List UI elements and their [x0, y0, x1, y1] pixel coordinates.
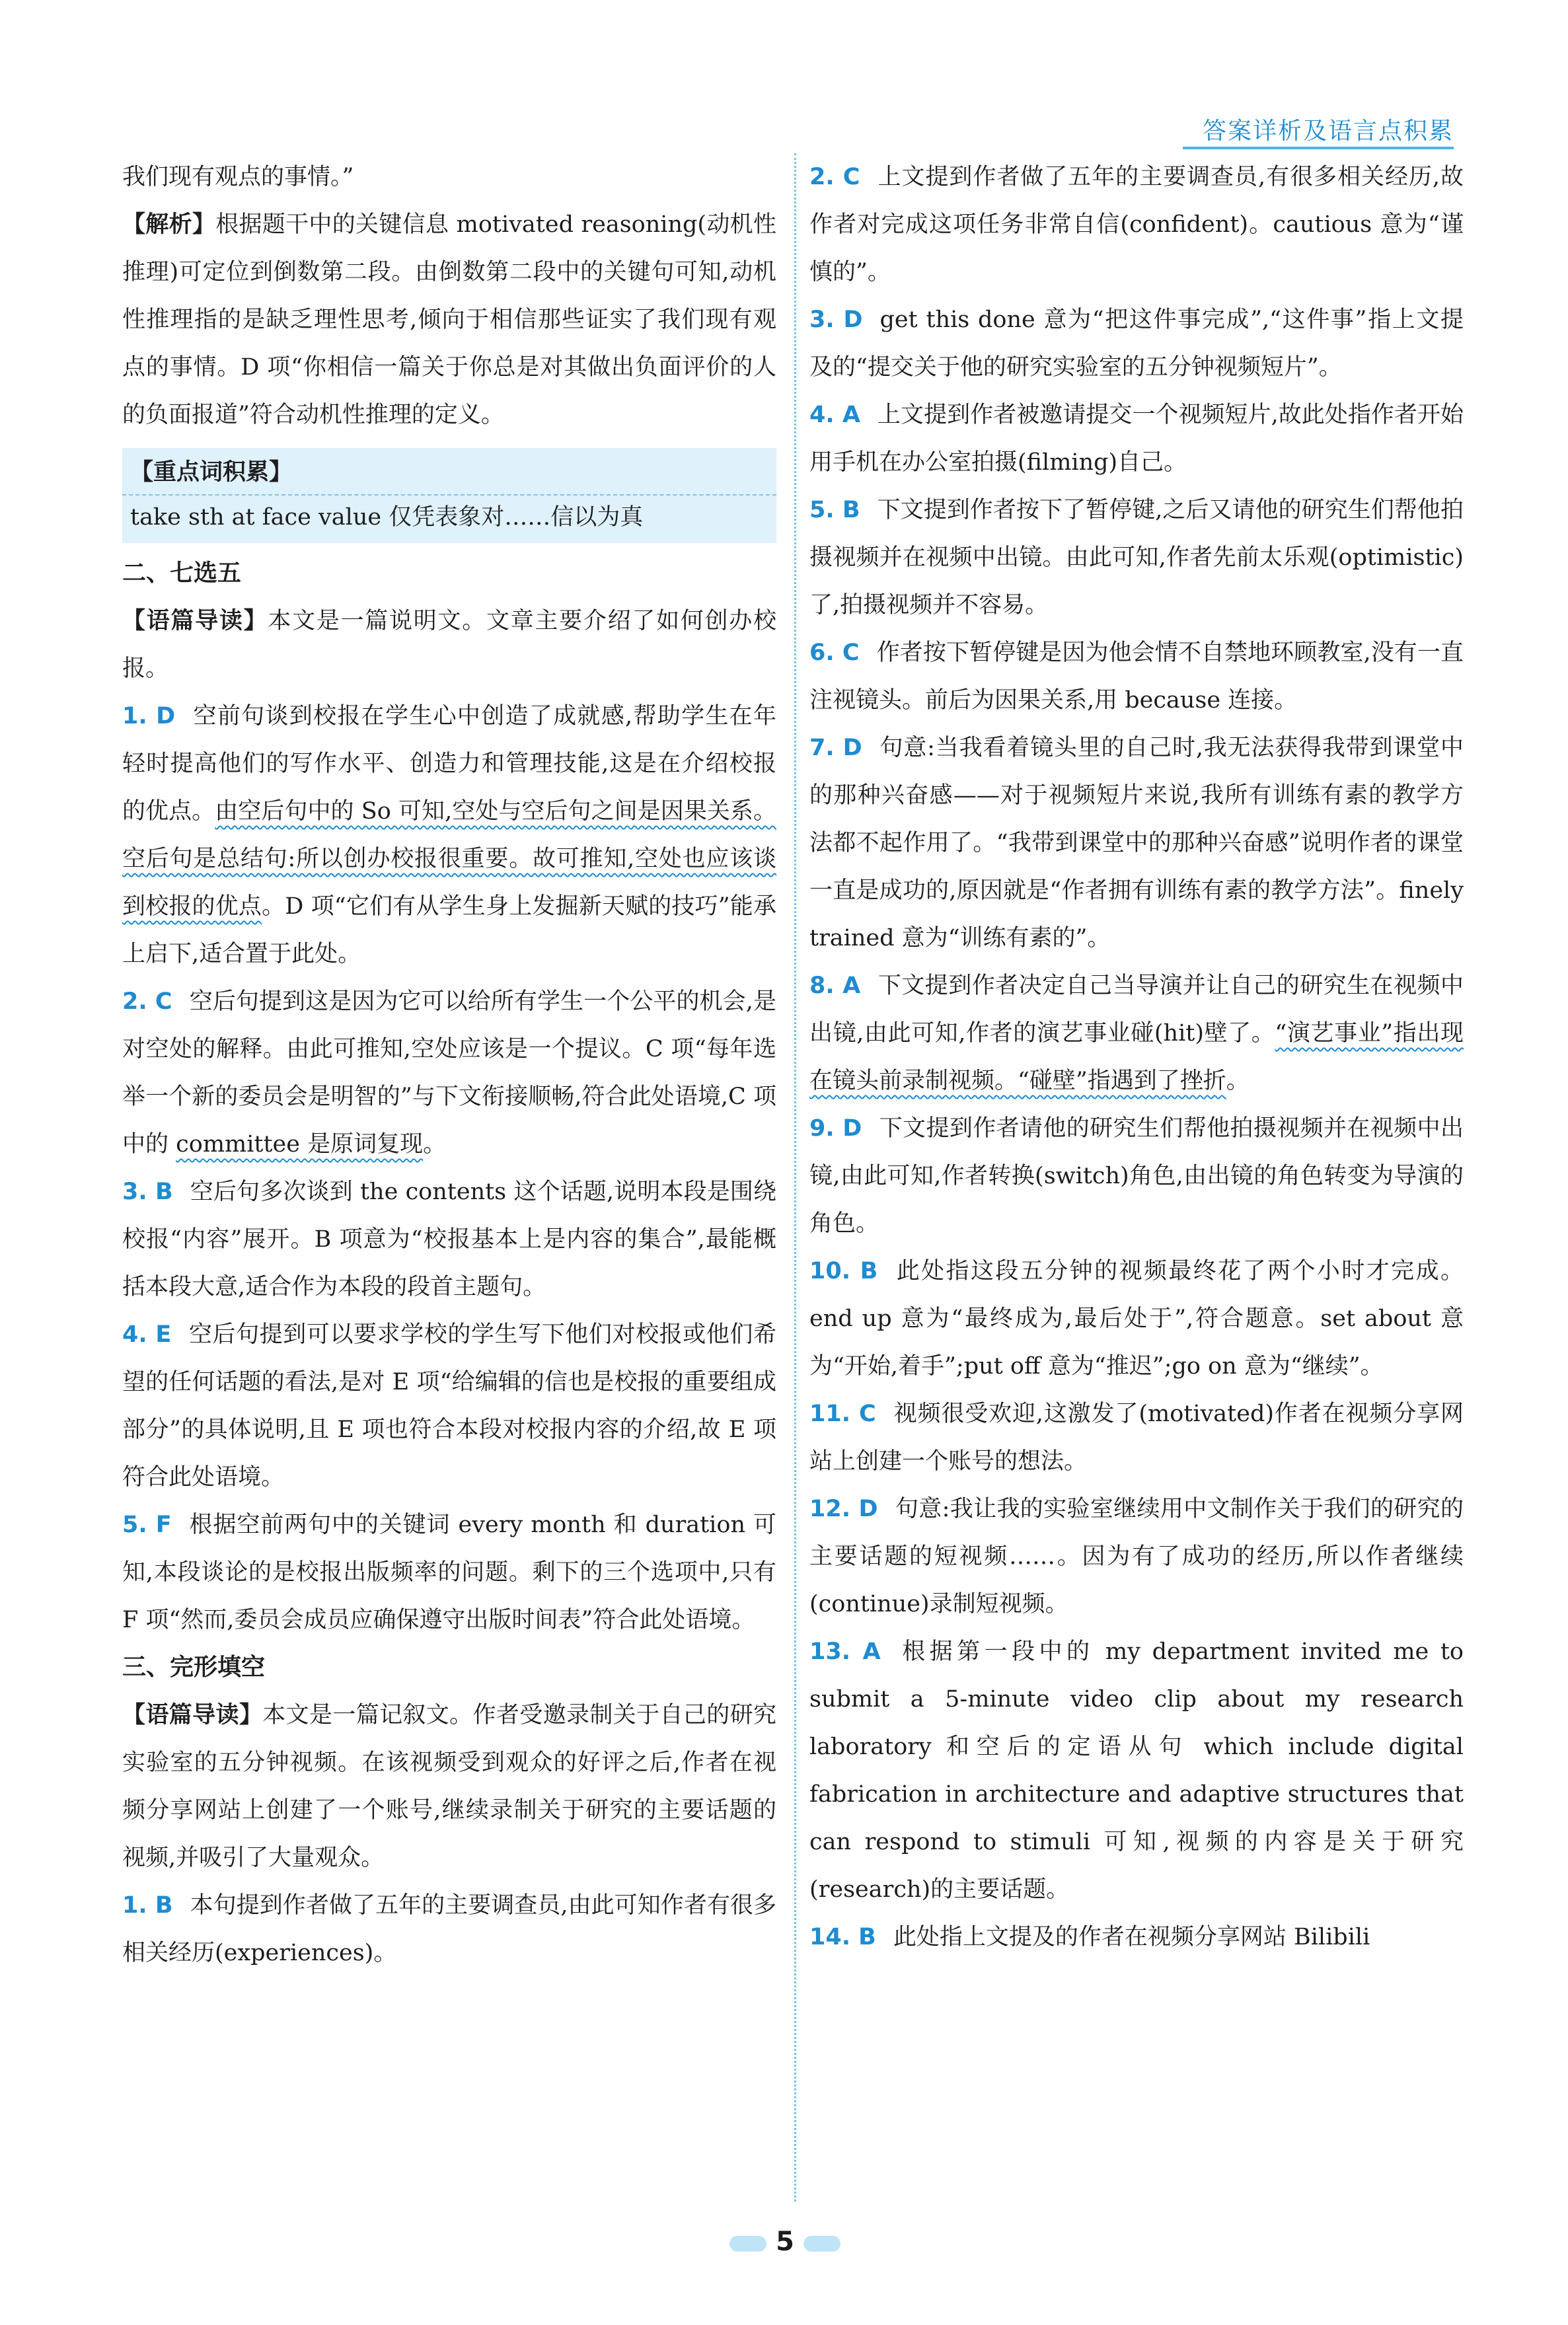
answer-text: 下文提到作者决定自己当导演并让自己的研究生在视频中出镜,由此可知,作者的演艺事业碰(hit)壁了。 [809, 973, 1464, 1047]
answer-text: 作者按下暂停键是因为他会情不自禁地环顾教室,没有一直注视镜头。前后为因果关系,用 because 连接。 [809, 640, 1464, 714]
answer-text: 本句提到作者做了五年的主要调查员,由此可知作者有很多相关经历(experiences)。 [122, 1892, 776, 1966]
answer-text: 下文提到作者按下了暂停键,之后又请他的研究生们帮他拍摄视频并在视频中出镜。由此可知,作者先前太乐观(optimistic)了,拍摄视频并不容易。 [809, 497, 1464, 618]
footer-decoration-right [803, 2236, 840, 2252]
column-divider [794, 153, 796, 2201]
answer-text: get this done 意为“把这件事完成”,“这件事”指上文提及的“提交关于他的研究实验室的五分钟视频短片”。 [809, 307, 1464, 381]
answer-item [122, 1501, 776, 1644]
answer-item [809, 1913, 1464, 1961]
answer-number: 1. D [122, 703, 176, 729]
answer-text: 视频很受欢迎,这激发了(motivated)作者在视频分享网站上创建一个账号的想法。 [809, 1401, 1464, 1475]
answer-text: 空后句提到这是因为它可以给所有学生一个公平的机会,是对空处的解释。由此可推知,空处应该是一个提议。C 项“每年选举一个新的委员会是明智的”与下文衔接顺畅,符合此处语境,C 项中的 [122, 988, 776, 1158]
answer-number: 5. F [122, 1512, 172, 1538]
answer-number: 3. B [122, 1179, 173, 1205]
guide-text: 本文是一篇说明文。文章主要介绍了如何创办校报。 [122, 608, 776, 682]
answer-number: 11. C [809, 1401, 876, 1427]
answer-item [809, 296, 1464, 391]
answer-text: 空前句谈到校报在学生心中创造了成就感,帮助学生在年轻时提高他们的写作水平、创造力和管理技能,这是在介绍校报的优点。 [122, 703, 776, 825]
analysis-paragraph [122, 201, 776, 439]
page-number: 5 [776, 2227, 794, 2257]
answer-text: 下文提到作者请他的研究生们帮他拍摄视频并在视频中出镜,由此可知,作者转换(switch)角色,由出镜的角色转变为导演的角色。 [809, 1115, 1464, 1237]
answer-text: 空后句多次谈到 the contents 这个话题,说明本段是围绕校报“内容”展开。B 项意为“校报基本上是内容的集合”,最能概括本段大意,适合作为本段的段首主题句。 [122, 1179, 776, 1300]
answer-item [122, 978, 776, 1168]
answer-number: 3. D [809, 307, 863, 333]
analysis-text: 根据题干中的关键信息 motivated reasoning(动机性推理)可定位到倒数第二段。由倒数第二段中的关键句可知,动机性推理指的是缺乏理性思考,倾向于相信那些证实了我们现有观点的事情。D 项“你相信一篇关于你总是对其做出负面评价的人的负面报道”符合动机性推理的定义。 [122, 211, 776, 428]
answer-item [809, 629, 1464, 724]
answer-item [809, 1485, 1464, 1628]
guide-tag: 【语篇导读】 [122, 608, 268, 634]
answer-number: 14. B [809, 1924, 876, 1950]
guide-paragraph [122, 1691, 776, 1882]
answer-number: 1. B [122, 1892, 173, 1919]
answer-text: 上文提到作者被邀请提交一个视频短片,故此处指作者开始用手机在办公室拍摄(filming)自己。 [809, 402, 1464, 476]
answer-item [809, 724, 1464, 962]
answer-item [809, 1105, 1464, 1247]
answer-text: 句意:当我看着镜头里的自己时,我无法获得我带到课堂中的那种兴奋感——对于视频短片来说,我所有训练有素的教学方法都不起作用了。“我带到课堂中的那种兴奋感”说明作者的课堂一直是成功的,原因就是“作者拥有训练有素的教学方法”。finely trained 意为“训练有素的”。 [809, 735, 1464, 951]
vocab-box [122, 448, 776, 543]
answer-item [809, 962, 1464, 1105]
footer-decoration-left [729, 2236, 766, 2252]
answer-item [122, 692, 776, 978]
answer-text: 上文提到作者做了五年的主要调查员,有很多相关经历,故作者对完成这项任务非常自信(confident)。cautious 意为“谨慎的”。 [809, 164, 1464, 285]
analysis-tag: 【解析】 [122, 211, 216, 238]
answer-number: 5. B [809, 497, 860, 523]
continued-text: 我们现有观点的事情。” [122, 164, 354, 190]
left-column [122, 153, 776, 1977]
section-heading-cloze: 三、完形填空 [122, 1654, 266, 1681]
answer-number: 4. E [122, 1321, 172, 1348]
answer-number: 10. B [809, 1258, 878, 1284]
answer-text: 此处指上文提及的作者在视频分享网站 Bilibili [893, 1924, 1370, 1950]
highlighted-text: 由空后句中的 So 可知,空处与空后句之间是因果关系。空后句是总结句:所以创办校报很重要。故可推知,空处也应该谈到校报的优点 [122, 798, 776, 920]
vocab-item: take sth at face value 仅凭表象对……信以为真 [130, 504, 644, 531]
answer-text: 空后句提到可以要求学校的学生写下他们对校报或他们希望的任何话题的看法,是对 E 项“给编辑的信也是校报的重要组成部分”的具体说明,且 E 项也符合本段对校报内容的介绍,故 E 项符合此处语境。 [122, 1321, 776, 1491]
highlighted-text: “演艺事业”指出现在镜头前录制视频。“碰壁”指遇到了挫折 [809, 1020, 1464, 1094]
vocab-title: 【重点词积累】 [130, 459, 293, 486]
answer-item [809, 1628, 1464, 1913]
answer-item [809, 153, 1464, 296]
header-rule [1183, 147, 1454, 149]
running-header-title: 答案详析及语言点积累 [1202, 118, 1454, 145]
answer-item [122, 1311, 776, 1501]
answer-text: 句意:我让我的实验室继续用中文制作关于我们的研究的主要话题的短视频……。因为有了成功的经历,所以作者继续(continue)录制短视频。 [809, 1496, 1464, 1617]
answer-number: 2. C [809, 164, 860, 190]
answer-number: 8. A [809, 973, 861, 999]
answer-text-end: 。D 项“它们有从学生身上发掘新天赋的技巧”能承上启下,适合置于此处。 [122, 893, 776, 967]
highlighted-text: committee 是原词复现 [176, 1131, 424, 1158]
answer-number: 7. D [809, 735, 862, 761]
guide-tag: 【语篇导读】 [122, 1702, 263, 1728]
answer-item [809, 391, 1464, 486]
answer-item [809, 1390, 1464, 1485]
answer-number: 6. C [809, 640, 860, 666]
answer-text: 根据空前两句中的关键词 every month 和 duration 可知,本段谈论的是校报出版频率的问题。剩下的三个选项中,只有 F 项“然而,委员会成员应确保遵守出版时间表”符合此处语境。 [122, 1512, 777, 1633]
answer-text: 根据第一段中的 my department invited me to submit a 5-minute video clip about my research laboratory 和空后的定语从句 which include digital fabrication in architecture and adaptive structures that can respond to stimuli 可知,视频的内容是关于研究(research)的主要话题。 [809, 1639, 1464, 1903]
guide-text: 本文是一篇记叙文。作者受邀录制关于自己的研究实验室的五分钟视频。在该视频受到观众的好评之后,作者在视频分享网站上创建了一个账号,继续录制关于研究的主要话题的视频,并吸引了大量观众。 [122, 1702, 776, 1871]
answer-item [809, 1247, 1464, 1390]
answer-item [122, 1168, 776, 1311]
answer-number: 4. A [809, 402, 860, 428]
answer-number: 12. D [809, 1496, 878, 1522]
answer-text: 此处指这段五分钟的视频最终花了两个小时才完成。end up 意为“最终成为,最后处于”,符合题意。set about 意为“开始,着手”;put off 意为“推迟”;go on 意为“继续”。 [809, 1258, 1464, 1380]
guide-paragraph [122, 597, 776, 692]
section-heading-seven-five: 二、七选五 [122, 560, 242, 587]
answer-item [809, 486, 1464, 629]
answer-number: 2. C [122, 988, 172, 1015]
answer-number: 13. A [809, 1639, 881, 1665]
answer-text-end: 。 [423, 1131, 447, 1158]
answer-text-end: 。 [1226, 1068, 1250, 1094]
right-column [809, 153, 1464, 1961]
answer-number: 9. D [809, 1115, 862, 1142]
answer-item [122, 1882, 776, 1977]
